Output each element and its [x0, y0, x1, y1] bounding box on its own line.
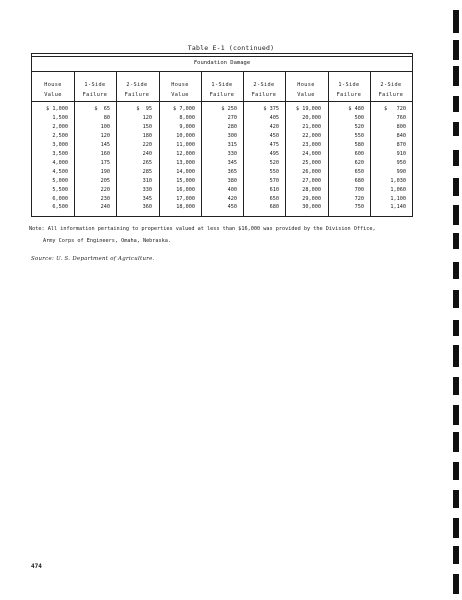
- binding-mark: [453, 150, 459, 166]
- binding-mark: [453, 66, 459, 86]
- table-cell: 4,500: [52, 168, 68, 175]
- table-cell: 6,000: [52, 195, 68, 202]
- column-header-line2: Failure: [209, 91, 235, 98]
- column-values: [332, 105, 364, 212]
- table-cell: 150: [142, 123, 152, 130]
- table-cell: 950: [396, 159, 406, 166]
- table-cell: 10,000: [176, 132, 195, 139]
- column-header-rule: [32, 101, 412, 102]
- table-cell: 1,500: [52, 114, 68, 121]
- table-cell: 280: [227, 123, 237, 130]
- binding-mark: [453, 178, 459, 196]
- column-values: [289, 105, 321, 212]
- binding-mark: [453, 518, 459, 538]
- table-cell: $ 375: [263, 106, 279, 112]
- table-cell: 1,030: [390, 177, 406, 184]
- table-cell: 5,500: [52, 186, 68, 193]
- table-cell: $ 7,000: [173, 106, 195, 112]
- table-cell: 21,000: [302, 123, 321, 130]
- page-number: 474: [31, 563, 42, 570]
- table-cell: 175: [100, 159, 110, 166]
- table-cell: 475: [269, 141, 279, 148]
- table-cell: 20,000: [302, 114, 321, 121]
- table-cell: $ 65: [94, 106, 110, 112]
- table-cell: 910: [396, 150, 406, 157]
- table-cell: 495: [269, 150, 279, 157]
- table-cell: 285: [142, 168, 152, 175]
- table-cell: 3,500: [52, 150, 68, 157]
- binding-mark: [453, 432, 459, 452]
- table-cell: 1,060: [390, 186, 406, 193]
- table-cell: 24,000: [302, 150, 321, 157]
- table-cell: 13,000: [176, 159, 195, 166]
- source-line: Source: U. S. Department of Agriculture.: [31, 256, 155, 262]
- column-header: [328, 81, 370, 100]
- table-cell: 680: [354, 177, 364, 184]
- binding-mark: [453, 262, 459, 279]
- table-cell: 580: [354, 141, 364, 148]
- table-cell: 230: [100, 195, 110, 202]
- column-header-line1: 1-Side: [84, 82, 106, 88]
- table-cell: 265: [142, 159, 152, 166]
- table-cell: 190: [100, 168, 110, 175]
- table-cell: 840: [396, 132, 406, 139]
- table-cell: 23,000: [302, 141, 321, 148]
- table-cell: 11,000: [176, 141, 195, 148]
- binding-mark: [453, 462, 459, 480]
- table-cell: $ 95: [136, 106, 152, 112]
- table-cell: 5,000: [52, 177, 68, 184]
- binding-mark: [453, 122, 459, 136]
- column-header-line1: 2-Side: [380, 82, 402, 88]
- table-cell: 180: [142, 132, 152, 139]
- binding-mark: [453, 40, 459, 60]
- table-cell: 330: [227, 150, 237, 157]
- table-cell: 720: [354, 195, 364, 202]
- column-header-line2: Failure: [124, 91, 150, 98]
- table-cell: 14,000: [176, 168, 195, 175]
- column-header-line2: Value: [44, 91, 62, 98]
- binding-mark: [453, 205, 459, 225]
- table-cell: 650: [269, 195, 279, 202]
- table-cell: 28,000: [302, 186, 321, 193]
- column-header-line1: 2-Side: [126, 82, 148, 88]
- column-header: [243, 81, 285, 100]
- binding-mark: [453, 345, 459, 367]
- column-header-line1: House: [171, 82, 189, 88]
- table-cell: 16,000: [176, 186, 195, 193]
- table-cell: 345: [142, 195, 152, 202]
- table-cell: 520: [269, 159, 279, 166]
- table-cell: 145: [100, 141, 110, 148]
- binding-mark: [453, 320, 459, 336]
- table-cell: 870: [396, 141, 406, 148]
- column-header: [370, 81, 412, 100]
- table-cell: 120: [100, 132, 110, 139]
- column-header-line1: House: [44, 82, 62, 88]
- column-header: [201, 81, 243, 100]
- column-header-line1: House: [297, 82, 315, 88]
- column-header: [32, 81, 74, 100]
- table-cell: 380: [227, 177, 237, 184]
- table-cell: 270: [227, 114, 237, 121]
- table-cell: 365: [227, 168, 237, 175]
- column-values: [163, 105, 195, 212]
- table-cell: 420: [269, 123, 279, 130]
- column-values: [205, 105, 237, 212]
- table-cell: 700: [354, 186, 364, 193]
- column-header-line1: 1-Side: [338, 82, 360, 88]
- column-values: [374, 105, 406, 212]
- table-cell: 400: [227, 186, 237, 193]
- table-cell: 405: [269, 114, 279, 121]
- table-cell: 990: [396, 168, 406, 175]
- table-cell: 80: [103, 114, 110, 121]
- foundation-damage-table: [31, 53, 413, 217]
- column-header-line2: Failure: [82, 91, 108, 98]
- table-cell: 1,140: [390, 204, 406, 211]
- table-cell: 420: [227, 195, 237, 202]
- table-cell: 450: [269, 132, 279, 139]
- binding-mark: [453, 290, 459, 308]
- table-cell: 345: [227, 159, 237, 166]
- binding-mark: [453, 10, 459, 33]
- column-header: [159, 81, 201, 100]
- note-line-1: Note: All information pertaining to properties valued at less than $16,000 was provided by the Division Office,: [29, 226, 376, 232]
- table-cell: 315: [227, 141, 237, 148]
- column-header-line1: 2-Side: [253, 82, 275, 88]
- table-cell: 500: [354, 114, 364, 121]
- table-cell: 600: [354, 150, 364, 157]
- table-cell: 2,000: [52, 123, 68, 130]
- column-header-line2: Failure: [251, 91, 277, 98]
- table-cell: 750: [354, 204, 364, 211]
- table-cell: 30,000: [302, 204, 321, 211]
- table-cell: 680: [269, 204, 279, 211]
- column-values: [36, 105, 68, 212]
- table-cell: 4,000: [52, 159, 68, 166]
- table-cell: 300: [227, 132, 237, 139]
- binding-mark: [453, 490, 459, 508]
- table-cell: 220: [142, 141, 152, 148]
- column-header: [116, 81, 158, 100]
- note-line-2: Army Corps of Engineers, Omaha, Nebraska.: [43, 237, 172, 244]
- group-header-rule: [32, 71, 412, 72]
- table-cell: 360: [142, 204, 152, 211]
- table-cell: 330: [142, 186, 152, 193]
- table-cell: 800: [396, 123, 406, 130]
- table-cell: 550: [269, 168, 279, 175]
- table-cell: $ 1,000: [46, 106, 68, 112]
- table-cell: 620: [354, 159, 364, 166]
- table-caption: Table E-1 (continued): [187, 44, 275, 52]
- table-cell: 650: [354, 168, 364, 175]
- table-cell: 25,000: [302, 159, 321, 166]
- table-cell: 240: [142, 150, 152, 157]
- table-cell: 15,000: [176, 177, 195, 184]
- table-cell: 9,000: [179, 123, 195, 130]
- column-header: [74, 81, 116, 100]
- table-cell: 26,000: [302, 168, 321, 175]
- table-cell: 550: [354, 132, 364, 139]
- table-cell: 240: [100, 204, 110, 211]
- table-cell: 2,500: [52, 132, 68, 139]
- table-cell: 160: [100, 150, 110, 157]
- table-cell: 18,000: [176, 204, 195, 211]
- binding-mark: [453, 546, 459, 564]
- table-cell: 6,500: [52, 204, 68, 211]
- column-header-line2: Failure: [378, 91, 404, 98]
- column-values: [120, 105, 152, 212]
- table-cell: 1,100: [390, 195, 406, 202]
- binding-mark: [453, 405, 459, 425]
- table-cell: 8,000: [179, 114, 195, 121]
- table-cell: 610: [269, 186, 279, 193]
- table-cell: $ 250: [221, 106, 237, 112]
- binding-mark: [453, 96, 459, 112]
- column-header-line2: Value: [171, 91, 189, 98]
- table-cell: 12,000: [176, 150, 195, 157]
- table-cell: 220: [100, 186, 110, 193]
- table-cell: 22,000: [302, 132, 321, 139]
- table-cell: $ 19,000: [296, 106, 321, 112]
- table-cell: 570: [269, 177, 279, 184]
- column-values: [247, 105, 279, 212]
- table-cell: 29,000: [302, 195, 321, 202]
- table-cell: 17,000: [176, 195, 195, 202]
- table-cell: $ 480: [348, 106, 364, 112]
- group-header: Foundation Damage: [193, 60, 251, 66]
- table-cell: 450: [227, 204, 237, 211]
- table-cell: 205: [100, 177, 110, 184]
- column-header: [285, 81, 327, 100]
- table-cell: 520: [354, 123, 364, 130]
- table-cell: 27,000: [302, 177, 321, 184]
- table-cell: 3,000: [52, 141, 68, 148]
- column-header-line1: 1-Side: [211, 82, 233, 88]
- binding-mark: [453, 233, 459, 249]
- binding-mark: [453, 574, 459, 594]
- table-cell: 100: [100, 123, 110, 130]
- binding-mark: [453, 377, 459, 395]
- table-cell: $ 720: [384, 106, 406, 112]
- column-header-line2: Failure: [336, 91, 362, 98]
- table-cell: 310: [142, 177, 152, 184]
- column-values: [78, 105, 110, 212]
- table-note: [29, 224, 376, 247]
- table-cell: 760: [396, 114, 406, 121]
- column-header-line2: Value: [297, 91, 315, 98]
- table-cell: 120: [142, 114, 152, 121]
